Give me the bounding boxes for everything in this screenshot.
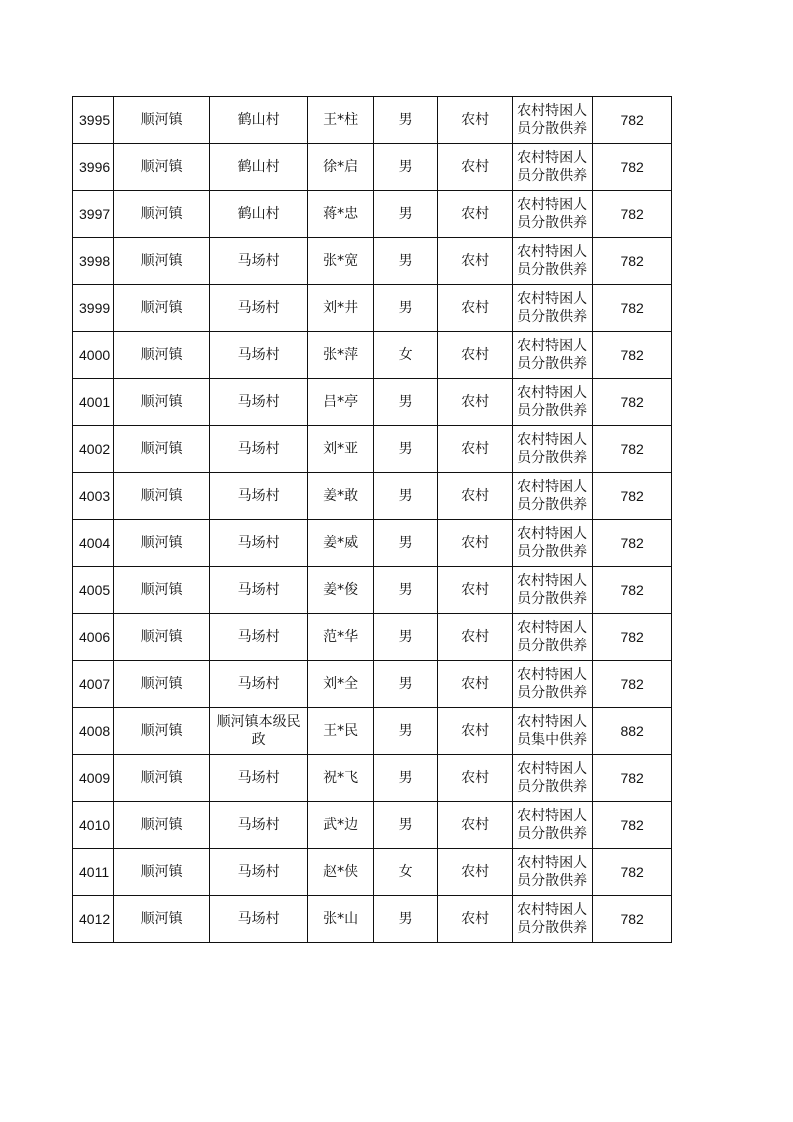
record-id-cell: 3999 bbox=[73, 285, 114, 332]
record-id-cell: 4003 bbox=[73, 473, 114, 520]
village-cell: 马场村 bbox=[210, 661, 308, 708]
area-type-cell: 农村 bbox=[438, 473, 513, 520]
record-id-cell: 4001 bbox=[73, 379, 114, 426]
amount-cell: 782 bbox=[593, 755, 672, 802]
town-cell: 顺河镇 bbox=[114, 285, 210, 332]
area-type-cell: 农村 bbox=[438, 708, 513, 755]
area-type-cell: 农村 bbox=[438, 802, 513, 849]
support-category-cell: 农村特困人员分散供养 bbox=[513, 567, 593, 614]
area-type-cell: 农村 bbox=[438, 144, 513, 191]
support-category-cell: 农村特困人员分散供养 bbox=[513, 661, 593, 708]
record-id-cell: 4011 bbox=[73, 849, 114, 896]
village-cell: 马场村 bbox=[210, 332, 308, 379]
table-row bbox=[73, 520, 672, 567]
name-cell: 祝*飞 bbox=[308, 755, 374, 802]
area-type-cell: 农村 bbox=[438, 567, 513, 614]
table-row bbox=[73, 661, 672, 708]
record-id-cell: 3997 bbox=[73, 191, 114, 238]
support-category-cell: 农村特困人员分散供养 bbox=[513, 614, 593, 661]
name-cell: 武*边 bbox=[308, 802, 374, 849]
village-cell: 马场村 bbox=[210, 426, 308, 473]
town-cell: 顺河镇 bbox=[114, 426, 210, 473]
town-cell: 顺河镇 bbox=[114, 614, 210, 661]
name-cell: 张*萍 bbox=[308, 332, 374, 379]
area-type-cell: 农村 bbox=[438, 849, 513, 896]
area-type-cell: 农村 bbox=[438, 332, 513, 379]
table-row bbox=[73, 379, 672, 426]
village-cell: 顺河镇本级民政 bbox=[210, 708, 308, 755]
area-type-cell: 农村 bbox=[438, 755, 513, 802]
area-type-cell: 农村 bbox=[438, 285, 513, 332]
town-cell: 顺河镇 bbox=[114, 332, 210, 379]
amount-cell: 782 bbox=[593, 97, 672, 144]
amount-cell: 782 bbox=[593, 567, 672, 614]
gender-cell: 男 bbox=[374, 708, 438, 755]
village-cell: 马场村 bbox=[210, 802, 308, 849]
table-row bbox=[73, 802, 672, 849]
area-type-cell: 农村 bbox=[438, 238, 513, 285]
name-cell: 姜*敢 bbox=[308, 473, 374, 520]
table-row bbox=[73, 755, 672, 802]
gender-cell: 男 bbox=[374, 802, 438, 849]
area-type-cell: 农村 bbox=[438, 426, 513, 473]
table-row bbox=[73, 708, 672, 755]
support-category-cell: 农村特困人员分散供养 bbox=[513, 144, 593, 191]
record-id-cell: 4004 bbox=[73, 520, 114, 567]
name-cell: 蒋*忠 bbox=[308, 191, 374, 238]
gender-cell: 男 bbox=[374, 191, 438, 238]
town-cell: 顺河镇 bbox=[114, 708, 210, 755]
record-id-cell: 4012 bbox=[73, 896, 114, 943]
amount-cell: 782 bbox=[593, 849, 672, 896]
record-id-cell: 4010 bbox=[73, 802, 114, 849]
village-cell: 马场村 bbox=[210, 755, 308, 802]
amount-cell: 782 bbox=[593, 614, 672, 661]
table-row bbox=[73, 97, 672, 144]
village-cell: 马场村 bbox=[210, 285, 308, 332]
town-cell: 顺河镇 bbox=[114, 144, 210, 191]
amount-cell: 782 bbox=[593, 379, 672, 426]
town-cell: 顺河镇 bbox=[114, 473, 210, 520]
record-id-cell: 3998 bbox=[73, 238, 114, 285]
gender-cell: 男 bbox=[374, 520, 438, 567]
support-category-cell: 农村特困人员分散供养 bbox=[513, 285, 593, 332]
name-cell: 徐*启 bbox=[308, 144, 374, 191]
amount-cell: 782 bbox=[593, 661, 672, 708]
record-id-cell: 4006 bbox=[73, 614, 114, 661]
town-cell: 顺河镇 bbox=[114, 896, 210, 943]
record-id-cell: 4005 bbox=[73, 567, 114, 614]
area-type-cell: 农村 bbox=[438, 97, 513, 144]
gender-cell: 男 bbox=[374, 379, 438, 426]
amount-cell: 782 bbox=[593, 238, 672, 285]
support-category-cell: 农村特困人员分散供养 bbox=[513, 97, 593, 144]
support-category-cell: 农村特困人员分散供养 bbox=[513, 191, 593, 238]
table-row bbox=[73, 567, 672, 614]
name-cell: 刘*井 bbox=[308, 285, 374, 332]
name-cell: 王*民 bbox=[308, 708, 374, 755]
village-cell: 鹤山村 bbox=[210, 191, 308, 238]
village-cell: 鹤山村 bbox=[210, 97, 308, 144]
name-cell: 范*华 bbox=[308, 614, 374, 661]
table-row bbox=[73, 144, 672, 191]
gender-cell: 男 bbox=[374, 661, 438, 708]
gender-cell: 男 bbox=[374, 755, 438, 802]
gender-cell: 男 bbox=[374, 238, 438, 285]
support-category-cell: 农村特困人员分散供养 bbox=[513, 379, 593, 426]
village-cell: 马场村 bbox=[210, 614, 308, 661]
village-cell: 马场村 bbox=[210, 567, 308, 614]
gender-cell: 男 bbox=[374, 285, 438, 332]
town-cell: 顺河镇 bbox=[114, 379, 210, 426]
village-cell: 马场村 bbox=[210, 849, 308, 896]
name-cell: 刘*亚 bbox=[308, 426, 374, 473]
town-cell: 顺河镇 bbox=[114, 661, 210, 708]
gender-cell: 男 bbox=[374, 473, 438, 520]
gender-cell: 女 bbox=[374, 332, 438, 379]
support-category-cell: 农村特困人员分散供养 bbox=[513, 755, 593, 802]
record-id-cell: 4000 bbox=[73, 332, 114, 379]
village-cell: 马场村 bbox=[210, 896, 308, 943]
area-type-cell: 农村 bbox=[438, 379, 513, 426]
gender-cell: 男 bbox=[374, 426, 438, 473]
amount-cell: 782 bbox=[593, 191, 672, 238]
support-category-cell: 农村特困人员分散供养 bbox=[513, 849, 593, 896]
table-row bbox=[73, 191, 672, 238]
area-type-cell: 农村 bbox=[438, 661, 513, 708]
name-cell: 姜*俊 bbox=[308, 567, 374, 614]
table-row bbox=[73, 285, 672, 332]
record-id-cell: 4002 bbox=[73, 426, 114, 473]
gender-cell: 男 bbox=[374, 567, 438, 614]
town-cell: 顺河镇 bbox=[114, 97, 210, 144]
area-type-cell: 农村 bbox=[438, 896, 513, 943]
name-cell: 吕*亭 bbox=[308, 379, 374, 426]
name-cell: 张*宽 bbox=[308, 238, 374, 285]
support-category-cell: 农村特困人员分散供养 bbox=[513, 332, 593, 379]
name-cell: 张*山 bbox=[308, 896, 374, 943]
table-row bbox=[73, 896, 672, 943]
village-cell: 马场村 bbox=[210, 238, 308, 285]
table-row bbox=[73, 238, 672, 285]
amount-cell: 782 bbox=[593, 473, 672, 520]
name-cell: 姜*威 bbox=[308, 520, 374, 567]
area-type-cell: 农村 bbox=[438, 614, 513, 661]
village-cell: 马场村 bbox=[210, 379, 308, 426]
record-id-cell: 3996 bbox=[73, 144, 114, 191]
name-cell: 赵*侠 bbox=[308, 849, 374, 896]
town-cell: 顺河镇 bbox=[114, 755, 210, 802]
table-row bbox=[73, 614, 672, 661]
amount-cell: 882 bbox=[593, 708, 672, 755]
village-cell: 马场村 bbox=[210, 520, 308, 567]
town-cell: 顺河镇 bbox=[114, 520, 210, 567]
town-cell: 顺河镇 bbox=[114, 802, 210, 849]
record-id-cell: 3995 bbox=[73, 97, 114, 144]
support-category-cell: 农村特困人员分散供养 bbox=[513, 520, 593, 567]
name-cell: 刘*全 bbox=[308, 661, 374, 708]
village-cell: 马场村 bbox=[210, 473, 308, 520]
town-cell: 顺河镇 bbox=[114, 849, 210, 896]
town-cell: 顺河镇 bbox=[114, 191, 210, 238]
gender-cell: 男 bbox=[374, 97, 438, 144]
name-cell: 王*柱 bbox=[308, 97, 374, 144]
support-category-cell: 农村特困人员集中供养 bbox=[513, 708, 593, 755]
village-cell: 鹤山村 bbox=[210, 144, 308, 191]
support-category-cell: 农村特困人员分散供养 bbox=[513, 238, 593, 285]
gender-cell: 男 bbox=[374, 144, 438, 191]
amount-cell: 782 bbox=[593, 896, 672, 943]
record-id-cell: 4007 bbox=[73, 661, 114, 708]
support-category-cell: 农村特困人员分散供养 bbox=[513, 473, 593, 520]
gender-cell: 男 bbox=[374, 614, 438, 661]
record-id-cell: 4009 bbox=[73, 755, 114, 802]
support-category-cell: 农村特困人员分散供养 bbox=[513, 426, 593, 473]
town-cell: 顺河镇 bbox=[114, 567, 210, 614]
amount-cell: 782 bbox=[593, 332, 672, 379]
support-category-cell: 农村特困人员分散供养 bbox=[513, 802, 593, 849]
area-type-cell: 农村 bbox=[438, 191, 513, 238]
table-body bbox=[73, 97, 672, 943]
gender-cell: 女 bbox=[374, 849, 438, 896]
table-row bbox=[73, 849, 672, 896]
table-row bbox=[73, 426, 672, 473]
area-type-cell: 农村 bbox=[438, 520, 513, 567]
gender-cell: 男 bbox=[374, 896, 438, 943]
table-row bbox=[73, 332, 672, 379]
amount-cell: 782 bbox=[593, 144, 672, 191]
amount-cell: 782 bbox=[593, 426, 672, 473]
amount-cell: 782 bbox=[593, 520, 672, 567]
amount-cell: 782 bbox=[593, 802, 672, 849]
support-category-cell: 农村特困人员分散供养 bbox=[513, 896, 593, 943]
table-row bbox=[73, 473, 672, 520]
amount-cell: 782 bbox=[593, 285, 672, 332]
record-id-cell: 4008 bbox=[73, 708, 114, 755]
relief-recipient-table bbox=[72, 96, 672, 943]
town-cell: 顺河镇 bbox=[114, 238, 210, 285]
